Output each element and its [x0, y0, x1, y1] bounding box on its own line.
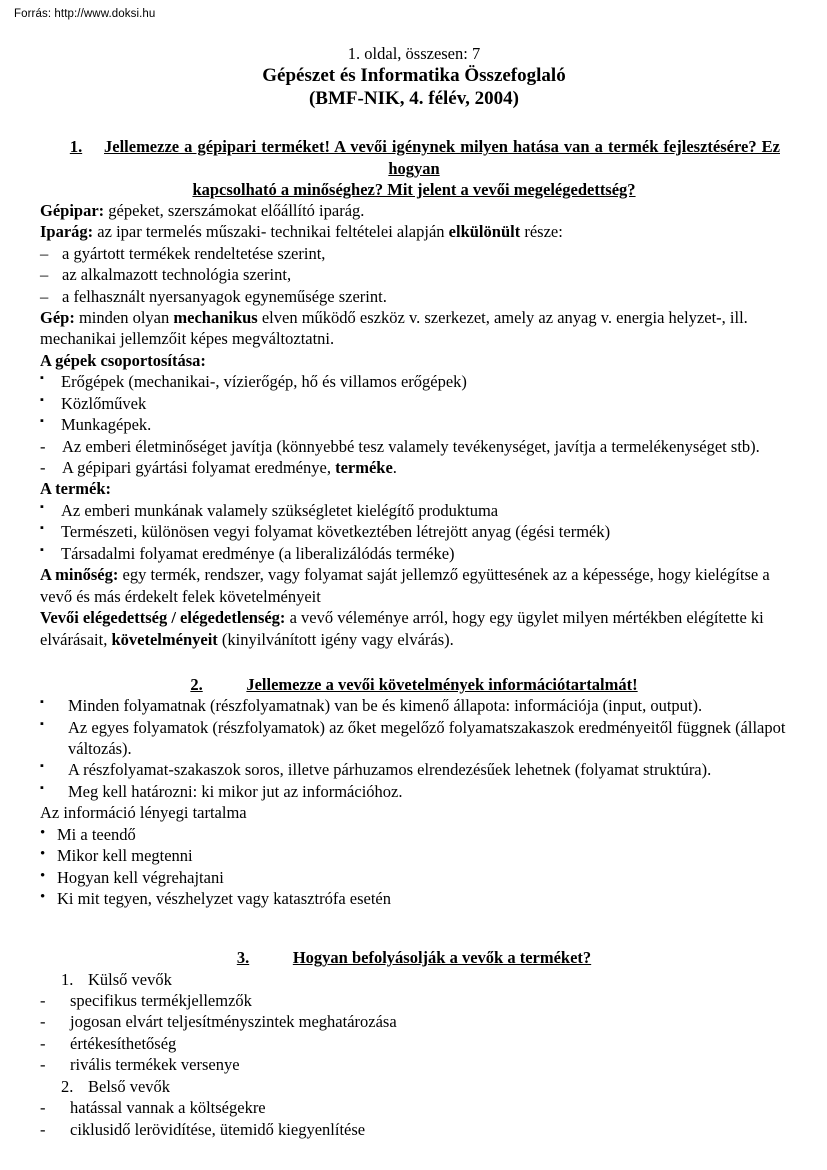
list-item-text: Mikor kell megtenni: [57, 846, 193, 866]
ordered-marker: 2.: [61, 1076, 74, 1096]
dot-bullet-icon: •: [40, 867, 46, 884]
list-item: [40, 1119, 788, 1140]
iparag-paragraph: [40, 221, 788, 242]
document-body: [40, 44, 788, 1140]
hyphen-marker-icon: -: [40, 458, 46, 478]
iparag-definition-emphasis: elkülönült: [448, 222, 521, 242]
list-item: [40, 759, 788, 780]
question-1-text-line1: Jellemezze a gépipari terméket! A vevői igénynek milyen hatása van a termék fejlesztésére? Ez hogyan: [104, 137, 780, 178]
list-item: [40, 990, 788, 1011]
question-2-heading: [40, 674, 788, 695]
square-bullet-icon: ▪: [40, 522, 44, 535]
gepek-csoportositasa-title: A gépek csoportosítása:: [40, 350, 206, 370]
list-item: [40, 393, 788, 414]
list-item-text: Hogyan kell végrehajtani: [57, 867, 224, 887]
gep-term: Gép:: [40, 307, 75, 327]
list-item-text: az alkalmazott technológia szerint,: [62, 265, 292, 285]
vevoi-elegedettseg-term: Vevői elégedettség / elégedetlenség:: [40, 608, 286, 628]
question-2-number: 2.: [190, 674, 203, 694]
hyphen-marker-icon: -: [40, 991, 46, 1011]
list-item-text: a gyártott termékek rendeltetése szerint,: [62, 243, 326, 263]
list-item: [40, 243, 788, 264]
list-item-text: jogosan elvárt teljesítményszintek meghatározása: [70, 1012, 397, 1032]
dot-bullet-icon: •: [40, 889, 46, 906]
page-subtitle: (BMF-NIK, 4. félév, 2004): [308, 88, 519, 110]
source-watermark: Forrás: http://www.doksi.hu: [14, 8, 156, 20]
list-item-text: Az egyes folyamatok (részfolyamatok) az őket megelőző folyamatszakaszok eredményeitől függnek (állapot változás).: [68, 717, 786, 758]
list-item-text: [62, 457, 788, 478]
list-item-text: Munkagépek.: [61, 415, 152, 435]
vevoi-definition-emphasis: követelményeit: [111, 629, 218, 649]
list-item: [40, 717, 788, 760]
iparag-definition-part2: része:: [520, 222, 563, 242]
list-item-text: Természeti, különösen vegyi folyamat következtében létrejött anyag (égési termék): [61, 522, 611, 542]
gep-definition-part2: elven működő eszköz v. szerkezet, amely az anyag v. energia helyzet-, ill. mechanikai jellemzőit képes megváltoztatni.: [40, 307, 748, 349]
ordered-marker: 1.: [61, 969, 74, 989]
group-label: Belső vevők: [88, 1076, 171, 1096]
minoseg-term: A minőség:: [40, 565, 119, 585]
list-item: [61, 1076, 788, 1097]
termek-title: A termék:: [40, 479, 112, 499]
minoseg-paragraph: [40, 564, 788, 607]
list-item-text: értékesíthetőség: [70, 1033, 177, 1053]
list-item: [40, 1097, 788, 1118]
gep-definition-part1: minden olyan: [74, 307, 174, 327]
dot-bullet-icon: •: [40, 824, 46, 841]
list-item-text: hatással vannak a költségekre: [70, 1098, 266, 1118]
kulso-vevok-list: [40, 990, 788, 1076]
list-item: [40, 867, 788, 888]
square-bullet-icon: ▪: [40, 696, 44, 709]
list-item: [40, 888, 788, 909]
question-3-heading: [40, 947, 788, 968]
question-2-text: Jellemezze a vevői követelmények információtartalmát!: [246, 674, 638, 694]
document-header: [40, 44, 788, 110]
list-item: [40, 371, 788, 392]
list-item: [40, 695, 788, 716]
list-item: [40, 781, 788, 802]
question-3-group-1: [61, 969, 788, 990]
dot-bullet-icon: •: [40, 846, 46, 863]
square-bullet-icon: ▪: [40, 760, 44, 773]
list-item-text: Közlőművek: [61, 393, 147, 413]
list-item-text-part1: A gépipari gyártási folyamat eredménye,: [62, 458, 336, 478]
list-item-text: Társadalmi folyamat eredménye (a liberalizálódás terméke): [61, 543, 455, 563]
hyphen-marker-icon: -: [40, 1119, 46, 1139]
question-1-number: 1.: [69, 137, 83, 157]
page-title: Gépészet és Informatika Összefoglaló: [262, 65, 566, 87]
list-item-text: Meg kell határozni: ki mikor jut az információhoz.: [68, 781, 403, 801]
hyphen-marker-icon: -: [40, 1033, 46, 1053]
informacio-tartalma-title: Az információ lényegi tartalma: [40, 803, 247, 823]
square-bullet-icon: ▪: [40, 717, 44, 730]
list-item: [40, 500, 788, 521]
munkagepek-sublist: [40, 436, 788, 479]
list-item: [40, 845, 788, 866]
list-item-text: Erőgépek (mechanikai-, vízierőgép, hő és villamos erőgépek): [61, 372, 467, 392]
belso-vevok-list: [40, 1097, 788, 1140]
list-item-text: specifikus termékjellemzők: [70, 991, 252, 1011]
question-1-text-line2: kapcsolható a minőséghez? Mit jelent a vevői megelégedettség?: [192, 179, 636, 199]
list-item: [61, 969, 788, 990]
square-bullet-icon: ▪: [40, 393, 44, 406]
question-2-list: [40, 695, 788, 802]
list-item: [40, 543, 788, 564]
square-bullet-icon: ▪: [40, 500, 44, 513]
list-item-text: Minden folyamatnak (részfolyamatnak) van be és kimenő állapota: információja (input, output).: [68, 696, 703, 716]
en-dash-marker-icon: –: [40, 243, 49, 263]
list-item-text: Az emberi életminőséget javítja (könnyebbé tesz valamely tevékenységet, javítja a termelékenységet stb).: [62, 436, 760, 456]
list-item: [40, 824, 788, 845]
question-1-heading: [40, 136, 788, 199]
list-item-text: Ki mit tegyen, vészhelyzet vagy katasztrófa esetén: [57, 889, 391, 909]
termek-list: [40, 500, 788, 564]
informacio-list: [40, 824, 788, 910]
iparag-term: Iparág:: [40, 222, 94, 242]
list-item-text: Az emberi munkának valamely szükségletet kielégítő produktuma: [61, 500, 499, 520]
gepipar-definition: gépeket, szerszámokat előállító iparág.: [104, 200, 365, 220]
list-item-text: a felhasznált nyersanyagok egyneműsége szerint.: [62, 286, 387, 306]
gep-paragraph: [40, 307, 788, 350]
question-3-group-2: [61, 1076, 788, 1097]
list-item: [40, 1054, 788, 1075]
list-item: [40, 521, 788, 542]
list-item: [40, 286, 788, 307]
list-item: [40, 1033, 788, 1054]
gepipar-paragraph: [40, 200, 788, 221]
list-item-text-part2: .: [392, 458, 397, 478]
list-item: [40, 457, 788, 478]
gepek-list: [40, 371, 788, 435]
vevoi-definition-part1: a vevő véleménye arról, hogy egy ügylet milyen mértékben elégítette ki elvárásait,: [40, 608, 764, 649]
group-label: Külső vevők: [88, 969, 172, 989]
list-item-text: A részfolyamat-szakaszok soros, illetve párhuzamos elrendezésűek lehetnek (folyamat struktúra).: [68, 760, 712, 780]
gepipar-term: Gépipar:: [40, 200, 105, 220]
list-item: [40, 414, 788, 435]
list-item-text-emphasis: terméke: [335, 458, 393, 478]
list-item-text: Mi a teendő: [57, 824, 136, 844]
minoseg-definition: egy termék, rendszer, vagy folyamat saját jellemző együttesének az a képessége, hogy kielégítse a vevő és más érdekelt felek követelményeit: [40, 565, 770, 606]
hyphen-marker-icon: -: [40, 1055, 46, 1075]
en-dash-marker-icon: –: [40, 286, 49, 306]
iparag-list: [40, 243, 788, 307]
vevoi-elegedettseg-paragraph: [40, 607, 788, 650]
list-item-text: ciklusidő lerövidítése, ütemidő kiegyenlítése: [70, 1119, 366, 1139]
iparag-definition-part1: az ipar termelés műszaki- technikai feltételei alapján: [93, 222, 449, 242]
list-item: [40, 436, 788, 457]
gep-definition-emphasis: mechanikus: [173, 307, 258, 327]
hyphen-marker-icon: -: [40, 1012, 46, 1032]
list-item: [40, 264, 788, 285]
question-3-text: Hogyan befolyásolják a vevők a terméket?: [292, 948, 592, 968]
vevoi-definition-part2: (kinyilvánított igény vagy elvárás).: [217, 629, 454, 649]
square-bullet-icon: ▪: [40, 372, 44, 385]
square-bullet-icon: ▪: [40, 781, 44, 794]
list-item-text: rivális termékek versenye: [70, 1055, 240, 1075]
en-dash-marker-icon: –: [40, 265, 49, 285]
hyphen-marker-icon: -: [40, 1098, 46, 1118]
square-bullet-icon: ▪: [40, 415, 44, 428]
hyphen-marker-icon: -: [40, 436, 46, 456]
page-indicator: 1. oldal, összesen: 7: [347, 44, 481, 63]
question-3-number: 3.: [236, 948, 250, 968]
list-item: [40, 1011, 788, 1032]
square-bullet-icon: ▪: [40, 543, 44, 556]
